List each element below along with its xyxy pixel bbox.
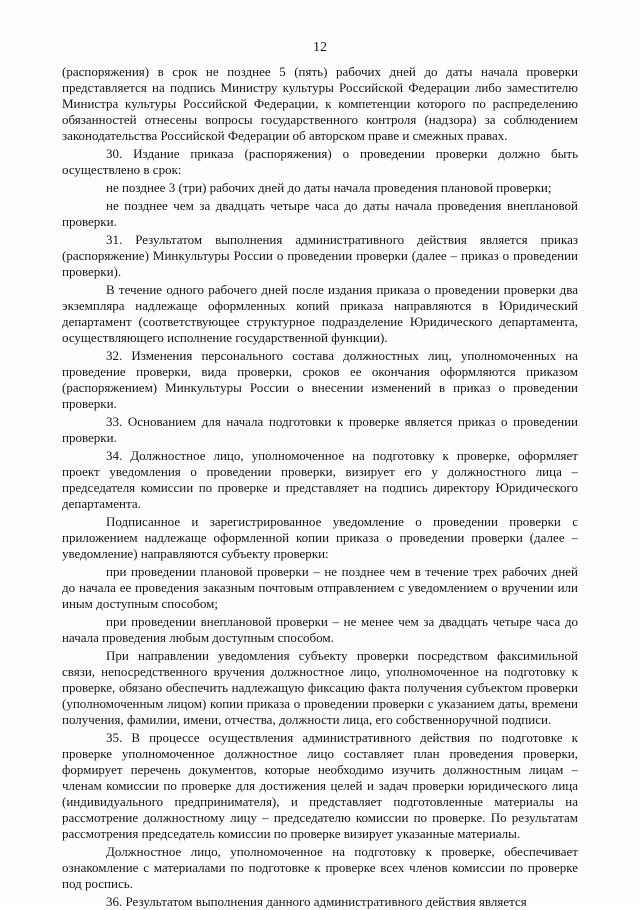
paragraph-33: 33. Основанием для начала подготовки к проверке является приказ о проведении проверки.: [62, 414, 578, 445]
paragraph-34-fax-delivery: При направлении уведомления субъекту проверки посредством факсимильной связи, непосредственного вручения должностное лицо, уполномоченное на подготовку к проверке, обязано обеспечить надлежащую фиксацию факта получения субъектом проверки (уполномоченным лицом) копии приказа о проведении проверки с указанием даты, времени получения, фамилии, имени, отчества, должности лица, его собственноручной подписи.: [62, 648, 578, 727]
paragraph-31: 31. Результатом выполнения административного действия является приказ (распоряжение) Минкультуры России о проведении проверки (далее – приказ о проведении проверки).: [62, 232, 578, 279]
paragraph-34-notification: Подписанное и зарегистрированное уведомление о проведении проверки с приложением надлежаще оформленной копии приказа о проведении проверки (далее – уведомление) направляются субъекту проверки:: [62, 514, 578, 561]
paragraph-32: 32. Изменения персонального состава должностных лиц, уполномоченных на проведение проверки, вида проверки, сроков ее окончания оформляются приказом (распоряжением) Минкультуры России о внесении изменений в приказ о проведении проверки.: [62, 348, 578, 411]
paragraph-34: 34. Должностное лицо, уполномоченное на подготовку к проверке, оформляет проект уведомления о проведении проверки, визирует его у должностного лица – председателя комиссии по проверке и представляет на подпись директору Юридического департамента.: [62, 448, 578, 511]
paragraph-35-familiarization: Должностное лицо, уполномоченное на подготовку к проверке, обеспечивает ознакомление с материалами по подготовке к проверке всех членов комиссии по проверке под роспись.: [62, 844, 578, 891]
paragraph-31-copies: В течение одного рабочего дней после издания приказа о проведении проверки два экземпляра надлежаще оформленных копий приказа направляются в Юридический департамент (соответствующее структурное подразделение Юридического департамента, осуществляющего исполнение государственной функции).: [62, 282, 578, 345]
paragraph-35: 35. В процессе осуществления административного действия по подготовке к проверке уполномоченное должностное лицо составляет план проведения проверки, формирует перечень документов, которые необходимо изучить должностным лицам – членам комиссии по проверке для достижения целей и задач проверки юридического лица (индивидуального предпринимателя), и представляет подготовленные материалы на рассмотрение должностному лицу – председателю комиссии по проверке. По результатам рассмотрения председатель комиссии по проверке визирует указанные материалы.: [62, 730, 578, 841]
paragraph-36: 36. Результатом выполнения данного административного действия является: [106, 894, 527, 909]
page-number: 12: [313, 40, 327, 55]
paragraph-34-unplanned-delivery: при проведении внеплановой проверки – не менее чем за двадцать четыре часа до начала проведения любым доступным способом.: [62, 614, 578, 645]
document-body: [62, 64, 578, 910]
paragraph-30: 30. Издание приказа (распоряжения) о проведении проверки должно быть осуществлено в срок:: [62, 146, 578, 177]
paragraph-34-planned-delivery: при проведении плановой проверки – не позднее чем в течение трех рабочих дней до начала ее проведения заказным почтовым отправлением с уведомлением о вручении или иным доступным способом;: [62, 564, 578, 611]
paragraph-30-planned-term: не позднее 3 (три) рабочих дней до даты начала проведения плановой проверки;: [106, 180, 552, 195]
paragraph-30-unplanned-term: не позднее чем за двадцать четыре часа до даты начала проведения внеплановой проверки.: [62, 198, 578, 229]
paragraph-continuation: (распоряжения) в срок не позднее 5 (пять) рабочих дней до даты начала проверки представляется на подпись Министру культуры Российской Федерации либо заместителю Министра культуры Российской Федерации, к компетенции которого по распределению обязанностей отнесены вопросы государственного контроля (надзора) за соблюдением законодательства Российской Федерации об авторском праве и смежных правах.: [62, 64, 578, 143]
